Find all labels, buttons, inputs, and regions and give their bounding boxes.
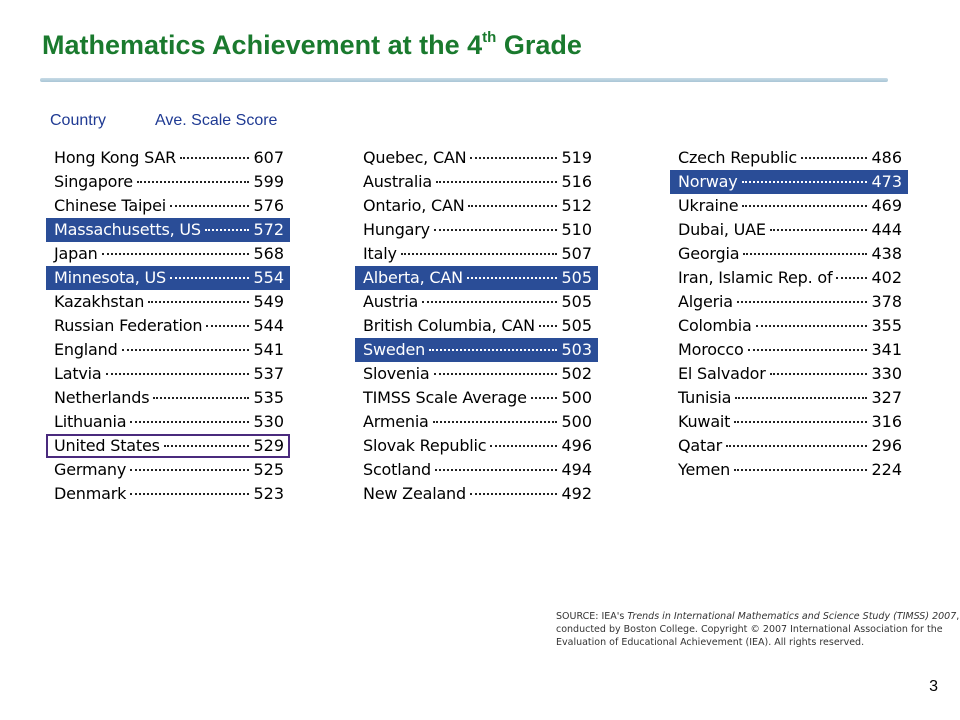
scale-score: 330: [871, 364, 902, 383]
ranking-row: [46, 146, 290, 170]
ranking-row: [46, 314, 290, 338]
ranking-row: [670, 410, 908, 434]
dot-leader: [470, 157, 557, 159]
country-name: Colombia: [678, 316, 752, 335]
country-name: Denmark: [54, 484, 127, 503]
country-name: Morocco: [678, 340, 744, 359]
country-name: Alberta, CAN: [363, 268, 463, 287]
dot-leader: [153, 397, 249, 399]
ranking-row: [355, 458, 598, 482]
country-name: Tunisia: [678, 388, 732, 407]
country-name: Qatar: [678, 436, 723, 455]
scale-score: 525: [253, 460, 284, 479]
country-name: Iran, Islamic Rep. of: [678, 268, 833, 287]
dot-leader: [743, 253, 867, 255]
country-name: Chinese Taipei: [54, 196, 167, 215]
country-name: Kuwait: [678, 412, 731, 431]
ranking-row: [670, 194, 908, 218]
ranking-row: [670, 458, 908, 482]
country-name: Armenia: [363, 412, 429, 431]
dot-leader: [206, 325, 249, 327]
title-superscript: th: [482, 29, 497, 46]
country-name: Italy: [363, 244, 397, 263]
scale-score: 568: [253, 244, 284, 263]
country-name: Slovak Republic: [363, 436, 487, 455]
scale-score: 444: [871, 220, 902, 239]
dot-leader: [770, 373, 868, 375]
highlighted-ranking-row: [670, 170, 908, 194]
scale-score: 378: [871, 292, 902, 311]
country-name: Sweden: [363, 340, 426, 359]
dot-leader: [770, 229, 868, 231]
ranking-row: [46, 194, 290, 218]
dot-leader: [422, 301, 557, 303]
country-name: Kazakhstan: [54, 292, 145, 311]
scale-score: 341: [871, 340, 902, 359]
country-name: Algeria: [678, 292, 733, 311]
scale-score: 541: [253, 340, 284, 359]
scale-score: 523: [253, 484, 284, 503]
country-name: Latvia: [54, 364, 102, 383]
scale-score: 549: [253, 292, 284, 311]
ranking-row: [670, 434, 908, 458]
dot-leader: [436, 181, 557, 183]
country-name: Ontario, CAN: [363, 196, 465, 215]
dot-leader: [148, 301, 249, 303]
ranking-row: [46, 410, 290, 434]
scale-score: 516: [561, 172, 592, 191]
ranking-row: [46, 458, 290, 482]
country-name: Lithuania: [54, 412, 127, 431]
ranking-row: [670, 146, 908, 170]
scale-score: 510: [561, 220, 592, 239]
scale-score: 473: [871, 172, 902, 191]
dot-leader: [735, 397, 867, 399]
dot-leader: [429, 349, 557, 351]
dot-leader: [130, 421, 249, 423]
dot-leader: [836, 277, 867, 279]
dot-leader: [180, 157, 249, 159]
country-name: British Columbia, CAN: [363, 316, 535, 335]
dot-leader: [434, 373, 558, 375]
highlighted-ranking-row: [46, 266, 290, 290]
scale-score: 503: [561, 340, 592, 359]
scale-score: 486: [871, 148, 902, 167]
ranking-column-3: [670, 146, 908, 482]
dot-leader: [467, 277, 558, 279]
dot-leader: [490, 445, 557, 447]
dot-leader: [170, 277, 249, 279]
scale-score: 496: [561, 436, 592, 455]
dot-leader: [434, 229, 558, 231]
country-name: New Zealand: [363, 484, 466, 503]
page-number: 3: [929, 678, 938, 695]
country-name: Japan: [54, 244, 98, 263]
scale-score: 537: [253, 364, 284, 383]
scale-score: 316: [871, 412, 902, 431]
dot-leader: [137, 181, 250, 183]
ranking-row: [670, 290, 908, 314]
ranking-row: [355, 482, 598, 506]
scale-score: 505: [561, 316, 592, 335]
ranking-row: [355, 194, 598, 218]
country-name: Netherlands: [54, 388, 150, 407]
country-name: TIMSS Scale Average: [363, 388, 527, 407]
ranking-row: [355, 242, 598, 266]
country-name: Minnesota, US: [54, 268, 167, 287]
country-name: Czech Republic: [678, 148, 798, 167]
ranking-column-2: [355, 146, 598, 506]
country-name: Ukraine: [678, 196, 739, 215]
ranking-row: [46, 362, 290, 386]
country-name: Norway: [678, 172, 738, 191]
scale-score: 554: [253, 268, 284, 287]
dot-leader: [205, 229, 250, 231]
dot-leader: [130, 469, 249, 471]
dot-leader: [470, 493, 558, 495]
highlighted-ranking-row: [355, 338, 598, 362]
score-column-header: Ave. Scale Score: [155, 112, 278, 129]
ranking-row: [355, 410, 598, 434]
dot-leader: [742, 205, 867, 207]
dot-leader: [468, 205, 557, 207]
scale-score: 572: [253, 220, 284, 239]
ranking-row: [46, 338, 290, 362]
source-note: SOURCE: IEA's Trends in International Mathematics and Science Study (TIMSS) 2007, conducted by Boston College. Copyright © 2007 International Association for the Evaluation of Educational Achievement (IEA). All rights reserved.: [556, 611, 960, 648]
scale-score: 469: [871, 196, 902, 215]
ranking-row: [46, 170, 290, 194]
scale-score: 502: [561, 364, 592, 383]
country-name: Quebec, CAN: [363, 148, 467, 167]
ranking-row: [355, 386, 598, 410]
scale-score: 492: [561, 484, 592, 503]
dot-leader: [756, 325, 868, 327]
boxed-ranking-row: [46, 434, 290, 458]
scale-score: 529: [253, 436, 284, 455]
scale-score: 505: [561, 292, 592, 311]
scale-score: 494: [561, 460, 592, 479]
ranking-row: [355, 434, 598, 458]
dot-leader: [102, 253, 250, 255]
scale-score: 355: [871, 316, 902, 335]
country-name: Singapore: [54, 172, 133, 191]
title-divider: [40, 78, 888, 82]
dot-leader: [737, 301, 868, 303]
scale-score: 438: [871, 244, 902, 263]
ranking-row: [46, 290, 290, 314]
country-column-header: Country: [50, 112, 107, 129]
country-name: Georgia: [678, 244, 740, 263]
dot-leader: [164, 445, 250, 447]
dot-leader: [539, 325, 558, 327]
dot-leader: [726, 445, 867, 447]
country-name: England: [54, 340, 118, 359]
ranking-row: [46, 482, 290, 506]
dot-leader: [734, 469, 867, 471]
country-name: Scotland: [363, 460, 431, 479]
country-name: Hungary: [363, 220, 430, 239]
ranking-row: [46, 242, 290, 266]
dot-leader: [734, 421, 867, 423]
scale-score: 576: [253, 196, 284, 215]
ranking-row: [670, 338, 908, 362]
country-name: Slovenia: [363, 364, 430, 383]
country-name: Germany: [54, 460, 127, 479]
ranking-row: [355, 290, 598, 314]
ranking-row: [355, 170, 598, 194]
scale-score: 519: [561, 148, 592, 167]
dot-leader: [401, 253, 558, 255]
country-name: Massachusetts, US: [54, 220, 201, 239]
ranking-row: [355, 314, 598, 338]
ranking-row: [670, 266, 908, 290]
scale-score: 500: [561, 388, 592, 407]
country-name: Dubai, UAE: [678, 220, 766, 239]
country-name: El Salvador: [678, 364, 766, 383]
ranking-row: [670, 314, 908, 338]
scale-score: 535: [253, 388, 284, 407]
ranking-row: [355, 218, 598, 242]
highlighted-ranking-row: [46, 218, 290, 242]
dot-leader: [433, 421, 558, 423]
ranking-column-1: [46, 146, 290, 506]
ranking-row: [670, 218, 908, 242]
ranking-row: [46, 386, 290, 410]
dot-leader: [170, 205, 249, 207]
country-name: Yemen: [678, 460, 731, 479]
country-name: Hong Kong SAR: [54, 148, 176, 167]
dot-leader: [531, 397, 558, 399]
scale-score: 512: [561, 196, 592, 215]
ranking-row: [670, 362, 908, 386]
ranking-row: [670, 242, 908, 266]
highlighted-ranking-row: [355, 266, 598, 290]
country-name: Austria: [363, 292, 419, 311]
scale-score: 224: [871, 460, 902, 479]
scale-score: 530: [253, 412, 284, 431]
ranking-row: [670, 386, 908, 410]
ranking-row: [355, 362, 598, 386]
scale-score: 607: [253, 148, 284, 167]
country-name: Australia: [363, 172, 432, 191]
scale-score: 505: [561, 268, 592, 287]
scale-score: 500: [561, 412, 592, 431]
ranking-row: [355, 146, 598, 170]
scale-score: 544: [253, 316, 284, 335]
dot-leader: [435, 469, 557, 471]
scale-score: 327: [871, 388, 902, 407]
dot-leader: [106, 373, 250, 375]
country-name: United States: [54, 436, 160, 455]
scale-score: 599: [253, 172, 284, 191]
dot-leader: [742, 181, 868, 183]
country-name: Russian Federation: [54, 316, 203, 335]
dot-leader: [748, 349, 868, 351]
dot-leader: [801, 157, 867, 159]
dot-leader: [122, 349, 250, 351]
page-title: Mathematics Achievement at the 4th Grade: [42, 29, 582, 60]
scale-score: 296: [871, 436, 902, 455]
scale-score: 402: [871, 268, 902, 287]
dot-leader: [130, 493, 249, 495]
scale-score: 507: [561, 244, 592, 263]
